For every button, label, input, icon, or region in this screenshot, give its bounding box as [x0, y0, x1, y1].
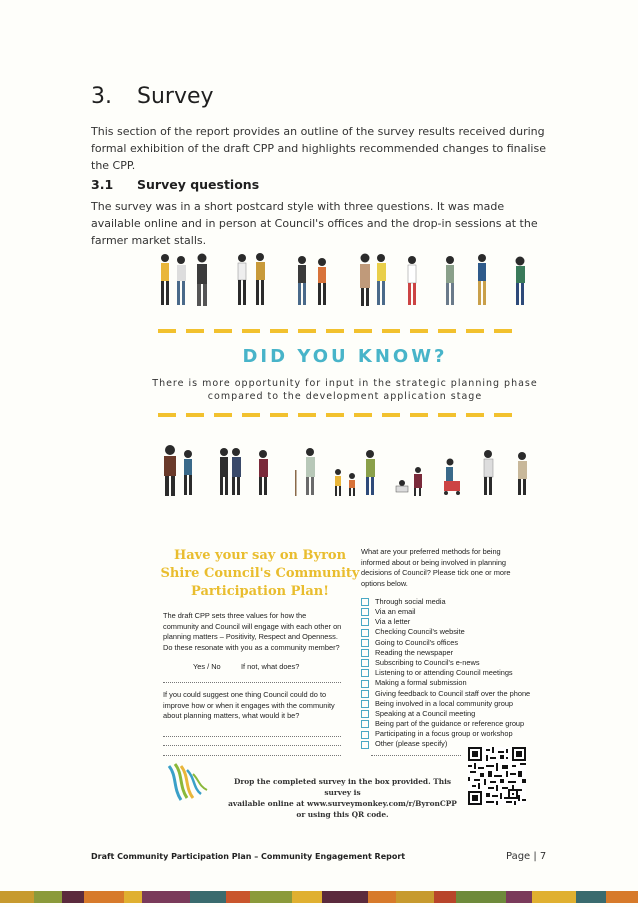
option-item[interactable] [361, 679, 531, 689]
answer-line[interactable] [163, 755, 341, 756]
option-label: Through social media [375, 596, 446, 606]
qr-code[interactable] [468, 747, 526, 805]
option-item[interactable] [361, 699, 531, 709]
other-answer-line[interactable] [371, 755, 461, 756]
checkbox[interactable] [361, 680, 369, 688]
checkbox[interactable] [361, 618, 369, 626]
option-item[interactable] [361, 628, 531, 638]
stripe-graphic [0, 891, 638, 903]
dashed-divider-bottom [158, 413, 512, 417]
did-you-know-subtext [150, 377, 540, 403]
footer-document-title: Draft Community Participation Plan – Community Engagement Report [91, 852, 406, 861]
option-item[interactable] [361, 709, 531, 719]
option-label: Via an email [375, 607, 416, 617]
checkbox[interactable] [361, 639, 369, 647]
option-label: Giving feedback to Council staff over the phone [375, 688, 531, 698]
logo-icon [163, 762, 213, 804]
option-label: Being part of the guidance or reference group [375, 719, 525, 729]
council-logo [163, 762, 213, 804]
option-label: Via a letter [375, 617, 411, 627]
option-item[interactable] [361, 658, 531, 668]
did-you-know-line2: compared to the development application stage [207, 391, 483, 402]
option-item[interactable] [361, 597, 531, 607]
option-label: Speaking at a Council meeting [375, 708, 476, 718]
checkbox[interactable] [361, 649, 369, 657]
option-item[interactable] [361, 638, 531, 648]
option-item[interactable] [361, 607, 531, 617]
option-label: Checking Council's website [375, 627, 465, 637]
section-number: 3. [91, 84, 112, 109]
section-title: Survey [137, 84, 214, 109]
option-item[interactable] [361, 689, 531, 699]
color-stripe [0, 888, 638, 900]
option-item[interactable] [361, 668, 531, 678]
checkbox[interactable] [361, 629, 369, 637]
option-item[interactable] [361, 729, 531, 739]
qr-code-icon [468, 747, 526, 805]
checkbox[interactable] [361, 720, 369, 728]
checkbox[interactable] [361, 669, 369, 677]
dashed-divider-top [158, 329, 512, 333]
checkbox[interactable] [361, 741, 369, 749]
subsection-title: Survey questions [137, 177, 260, 192]
answer-line[interactable] [163, 736, 341, 737]
option-item[interactable] [361, 617, 531, 627]
postcard-title: Have your say on Byron Shire Council's Community Participation Plan! [160, 548, 360, 599]
question-3: What are your preferred methods for being informed about or being involved in planning decisions of Council? Please tick one or more options below. [361, 547, 511, 588]
option-label: Being involved in a local community group [375, 698, 514, 708]
yes-no-label: Yes / No [193, 662, 221, 671]
option-label: Participating in a focus group or workshop [375, 729, 513, 739]
intro-paragraph: This section of the report provides an outline of the survey results received during formal exhibition of the draft CPP and highlights recommended changes to finalise the CPP. [91, 125, 546, 172]
option-item[interactable] [361, 648, 531, 658]
checkbox[interactable] [361, 608, 369, 616]
option-label: Other (please specify) [375, 739, 448, 749]
option-label: Making a formal submission [375, 678, 467, 688]
checkbox[interactable] [361, 598, 369, 606]
option-label: Going to Council's offices [375, 637, 459, 647]
checkbox[interactable] [361, 700, 369, 708]
question-1: The draft CPP sets three values for how the community and Council will engage with each other on planning matters – Positivity, Respect and Openness. Do these resonate with you as a community member? [163, 611, 342, 652]
subsection-paragraph: The survey was in a short postcard style with three questions. It was made available online and in person at Council's offices and the drop-in sessions at the farmer market stalls. [91, 200, 538, 247]
checkbox[interactable] [361, 731, 369, 739]
answer-line[interactable] [163, 682, 341, 683]
drop-line-1: Drop the completed survey in the box provided. This survey is [233, 777, 452, 797]
option-item[interactable] [361, 719, 531, 729]
drop-line-3: or using this QR code. [296, 810, 389, 819]
option-label: Subscribing to Council's e-news [375, 657, 480, 667]
option-label: Listening to or attending Council meetings [375, 668, 513, 678]
checkbox[interactable] [361, 659, 369, 667]
checkbox[interactable] [361, 690, 369, 698]
did-you-know-line1: There is more opportunity for input in the strategic planning phase [152, 378, 538, 389]
option-label: Reading the newspaper [375, 647, 454, 657]
page-number: Page | 7 [506, 851, 547, 862]
drop-line-2: available online at www.surveymonkey.com/r/ByronCPP [228, 799, 457, 808]
if-not-label: If not, what does? [241, 662, 300, 671]
answer-line[interactable] [163, 745, 341, 746]
options-list [361, 597, 531, 750]
checkbox[interactable] [361, 710, 369, 718]
question-2: If you could suggest one thing Council could do to improve how or when it engages with the community about planning matters, what would it be? [163, 690, 335, 720]
drop-instructions [220, 776, 465, 820]
subsection-number: 3.1 [91, 177, 114, 192]
did-you-know-heading: DID YOU KNOW? [242, 346, 448, 367]
